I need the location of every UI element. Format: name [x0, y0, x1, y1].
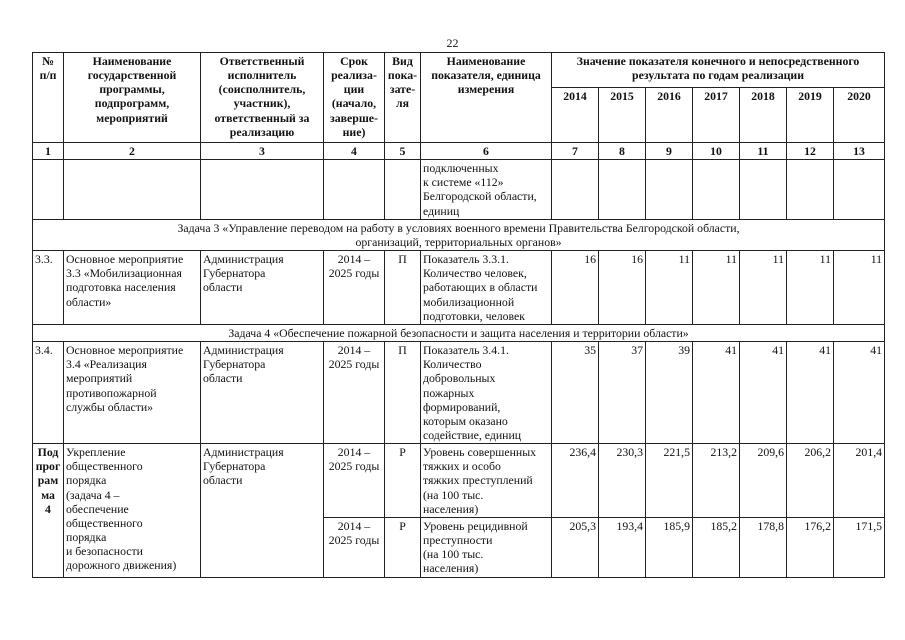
- value-cell: 16: [552, 251, 599, 325]
- column-number: 6: [421, 143, 552, 160]
- value-cell: 201,4: [834, 444, 885, 518]
- value-cell: 41: [693, 342, 740, 444]
- task-4-row: [33, 324, 885, 341]
- indicator-table: [32, 52, 885, 578]
- header-name: Наименование государственной программы, подпрограмм, мероприятий: [64, 53, 201, 143]
- value-cell: 185,9: [646, 517, 693, 577]
- task-4-title: Задача 4 «Обеспечение пожарной безопасности и защита населения и территории области»: [33, 324, 885, 341]
- value-cell: 11: [740, 251, 787, 325]
- value-cell: 236,4: [552, 444, 599, 518]
- header-year: 2014: [552, 88, 599, 143]
- row-number: 3.4.: [33, 342, 64, 444]
- value-cell: 176,2: [787, 517, 834, 577]
- header-term: Срок реализа- ции (начало, заверше- ние): [324, 53, 385, 143]
- subprogram-4-row-1: [33, 444, 885, 518]
- continuation-row: [33, 160, 885, 220]
- executor-cell: Администрация Губернатора области: [201, 342, 324, 444]
- header-year: 2015: [599, 88, 646, 143]
- header-year: 2017: [693, 88, 740, 143]
- type-cell: П: [385, 342, 421, 444]
- term-cell: 2014 – 2025 годы: [324, 444, 385, 518]
- term-cell: 2014 – 2025 годы: [324, 342, 385, 444]
- value-cell: 213,2: [693, 444, 740, 518]
- indicator-cell: подключенных к системе «112» Белгородской области, единиц: [421, 160, 552, 220]
- type-cell: Р: [385, 517, 421, 577]
- indicator-cell: Показатель 3.4.1. Количество добровольных пожарных формирований, которым оказано содействие, единиц: [421, 342, 552, 444]
- value-cell: 171,5: [834, 517, 885, 577]
- header-year: 2016: [646, 88, 693, 143]
- subprogram-name: Укрепление общественного порядка (задача 4 – обеспечение общественного порядка и безопасности дорожного движения): [64, 444, 201, 577]
- column-number: 5: [385, 143, 421, 160]
- column-number: 4: [324, 143, 385, 160]
- value-cell: 178,8: [740, 517, 787, 577]
- value-cell: 37: [599, 342, 646, 444]
- column-number: 7: [552, 143, 599, 160]
- column-number: 3: [201, 143, 324, 160]
- indicator-cell: Уровень рецидивной преступности (на 100 тыс. населения): [421, 517, 552, 577]
- value-cell: 11: [646, 251, 693, 325]
- column-number: 12: [787, 143, 834, 160]
- value-cell: 35: [552, 342, 599, 444]
- value-cell: 41: [834, 342, 885, 444]
- value-cell: 39: [646, 342, 693, 444]
- value-cell: 221,5: [646, 444, 693, 518]
- row-3-4: [33, 342, 885, 444]
- value-cell: 11: [834, 251, 885, 325]
- value-cell: 41: [740, 342, 787, 444]
- column-number: 10: [693, 143, 740, 160]
- value-cell: 11: [787, 251, 834, 325]
- page-number: 22: [446, 36, 459, 50]
- header-executor: Ответственный исполнитель (соисполнитель, участник), ответственный за реализацию: [201, 53, 324, 143]
- column-number: 11: [740, 143, 787, 160]
- header-values-group: Значение показателя конечного и непосредственного результата по годам реализации: [552, 53, 885, 88]
- value-cell: 205,3: [552, 517, 599, 577]
- value-cell: 230,3: [599, 444, 646, 518]
- value-cell: 11: [693, 251, 740, 325]
- task-3-title: Задача 3 «Управление переводом на работу в условиях военного времени Правительства Белгородской области, организаций, территориальных органов»: [33, 219, 885, 250]
- term-cell: 2014 – 2025 годы: [324, 251, 385, 325]
- type-cell: Р: [385, 444, 421, 518]
- indicator-cell: Показатель 3.3.1. Количество человек, работающих в области мобилизационной подготовки, человек: [421, 251, 552, 325]
- value-cell: 16: [599, 251, 646, 325]
- row-number: 3.3.: [33, 251, 64, 325]
- header-indicator: Наименование показателя, единица измерения: [421, 53, 552, 143]
- header-num: № п/п: [33, 53, 64, 143]
- measure-name: Основное мероприятие 3.3 «Мобилизационная подготовка населения области»: [64, 251, 201, 325]
- column-number: 13: [834, 143, 885, 160]
- row-3-3: [33, 251, 885, 325]
- term-cell: 2014 – 2025 годы: [324, 517, 385, 577]
- column-number: 9: [646, 143, 693, 160]
- header-year: 2018: [740, 88, 787, 143]
- column-number-row: [33, 143, 885, 160]
- column-number: 8: [599, 143, 646, 160]
- subprogram-number: Под прог рам ма 4: [33, 444, 64, 577]
- header-year: 2019: [787, 88, 834, 143]
- value-cell: 193,4: [599, 517, 646, 577]
- measure-name: Основное мероприятие 3.4 «Реализация мероприятий противопожарной службы области»: [64, 342, 201, 444]
- executor-cell: Администрация Губернатора области: [201, 251, 324, 325]
- column-number: 2: [64, 143, 201, 160]
- task-3-row: [33, 219, 885, 250]
- type-cell: П: [385, 251, 421, 325]
- header-row: [33, 53, 885, 88]
- column-number: 1: [33, 143, 64, 160]
- indicator-cell: Уровень совершенных тяжких и особо тяжких преступлений (на 100 тыс. населения): [421, 444, 552, 518]
- executor-cell: Администрация Губернатора области: [201, 444, 324, 577]
- value-cell: 41: [787, 342, 834, 444]
- header-year: 2020: [834, 88, 885, 143]
- header-type: Вид пока- зате- ля: [385, 53, 421, 143]
- value-cell: 206,2: [787, 444, 834, 518]
- value-cell: 209,6: [740, 444, 787, 518]
- value-cell: 185,2: [693, 517, 740, 577]
